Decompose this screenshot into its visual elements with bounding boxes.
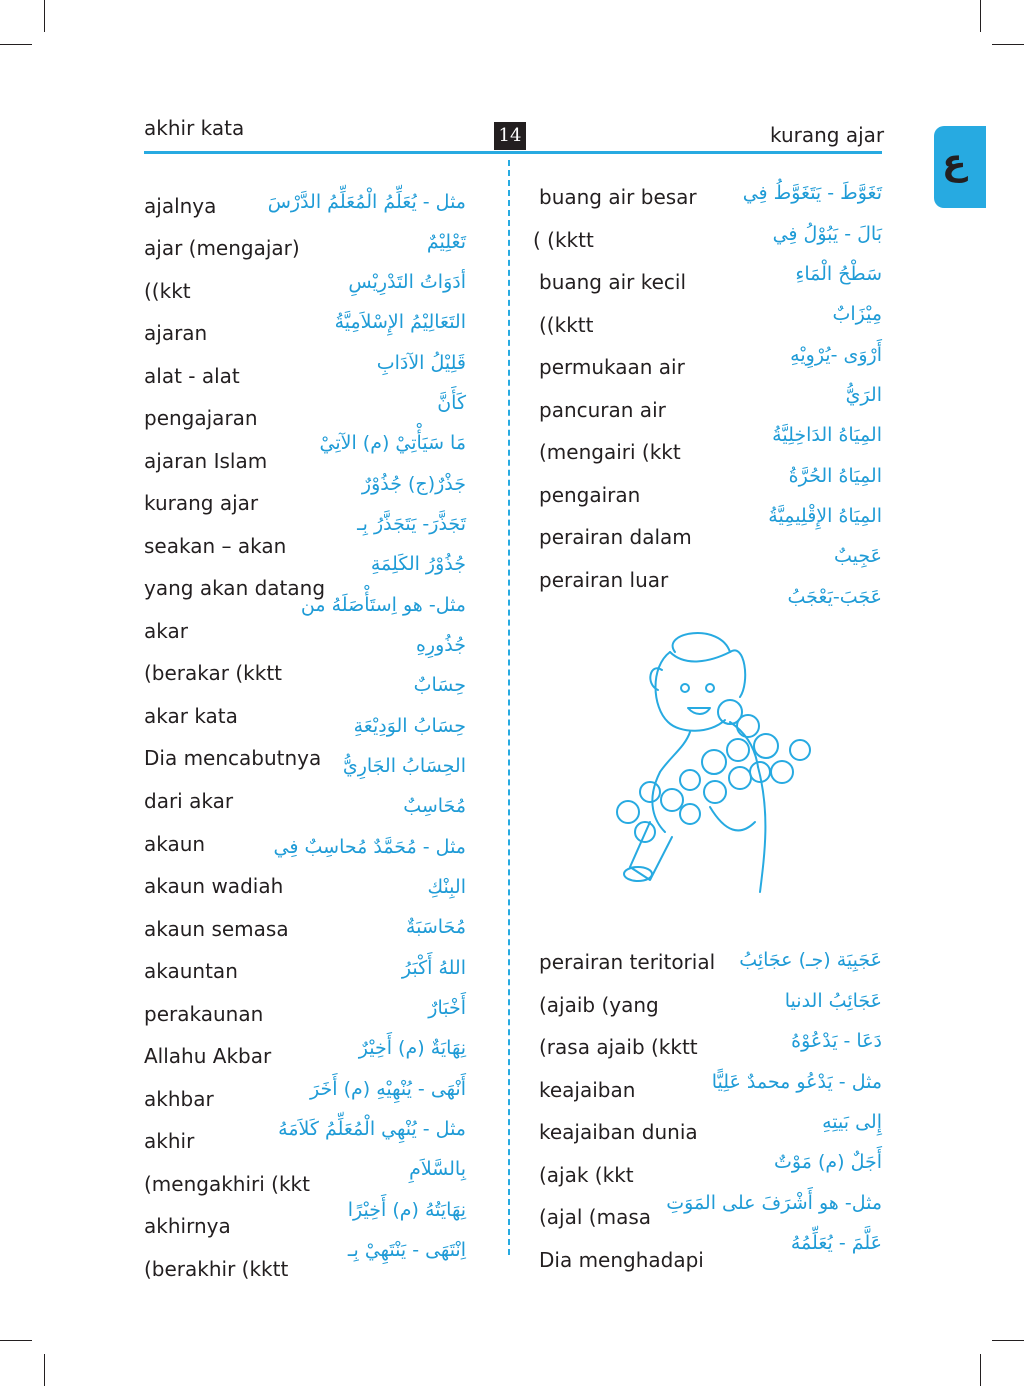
arabic-entry: جَذْرٌ(ج) جُذُوْرٌ	[361, 473, 466, 495]
arabic-entry: أَخْبَارٌ	[428, 997, 466, 1019]
list-item: dari akar	[144, 789, 234, 813]
arabic-entry: المِيَاهُ الدَاخِلِيَّةُ	[772, 424, 882, 446]
crop-mark	[0, 1340, 32, 1341]
arabic-entry: مثل - يَدْعُو محمدٌ عَلِيًّا	[711, 1071, 882, 1093]
list-item: akhir	[144, 1129, 195, 1153]
list-item: ajalnya	[144, 194, 217, 218]
list-item: akaun semasa	[144, 917, 289, 941]
arabic-entry: بَالَ - يَبُوْلُ فِي	[772, 223, 882, 245]
list-item: akar kata	[144, 704, 238, 728]
list-item: kurang ajar	[144, 491, 259, 515]
list-item: (ajal (masa	[539, 1205, 652, 1229]
list-item: ( (kktt	[533, 228, 594, 252]
arabic-entry: عَجَبِيَة (جـ) عجَائِبُ	[739, 949, 882, 971]
arabic-entry: دَعَا - يَدْعُوْهُ	[791, 1030, 882, 1052]
arabic-entry: حِسَابٌ	[413, 674, 466, 696]
arabic-entry: عَجَائِبُ الدنيا	[784, 990, 882, 1012]
arabic-entry: نِهَايَتُهُ (م) أَخِيْرًا	[347, 1199, 466, 1221]
arabic-entry: تَغَوَّطَ - يَتَغَوَّطُ فِي	[742, 182, 882, 204]
list-item: perakaunan	[144, 1002, 264, 1026]
list-item: pengajaran	[144, 406, 258, 430]
arabic-entry: مِيْزَابٌ	[832, 303, 882, 325]
list-item: ajaran Islam	[144, 449, 268, 473]
list-item: akaun wadiah	[144, 874, 284, 898]
list-item: perairan dalam	[539, 525, 692, 549]
tab-letter: ﻉ	[942, 142, 967, 183]
list-item: (berakhir (kktt	[144, 1257, 289, 1281]
arabic-entry: أَجَلٌ (م) مَوْتٌ	[774, 1151, 882, 1173]
list-item: keajaiban dunia	[539, 1120, 698, 1144]
list-item: Allahu Akbar	[144, 1044, 272, 1068]
arabic-entry: إِلى بَيتِهِ	[822, 1111, 882, 1133]
arabic-entry: تَجَذَّرَ- يَتَجَذَّرُ بِـ	[357, 513, 466, 535]
crop-mark	[980, 1354, 981, 1386]
list-item: akaun	[144, 832, 206, 856]
arabic-entry: أدَوَاتُ التَدْرِيْسِ	[348, 271, 466, 293]
arabic-entry: مثل- هو أَشْرَفَ على المَوَتِ	[666, 1192, 882, 1214]
arabic-entry: بِالسَّلاَمِ	[409, 1158, 466, 1180]
list-item: (ajak (kkt	[539, 1163, 634, 1187]
arabic-entry: جُذُوْرُ الكَلِمَةِ	[370, 553, 466, 575]
thumb-index-tab[interactable]	[934, 126, 986, 208]
list-item: alat - alat	[144, 364, 240, 388]
header-rule	[144, 151, 882, 154]
list-item: buang air kecil	[539, 270, 687, 294]
arabic-entry: أَرْوَى -يُرْوِيْهِ	[790, 344, 882, 366]
list-item: permukaan air	[539, 355, 685, 379]
crop-mark	[44, 0, 45, 32]
crop-mark	[992, 44, 1024, 45]
arabic-entry: مثل - يُنْهِي الْمُعَلِّمُ كَلاَمَهُ	[278, 1118, 466, 1140]
column-divider	[508, 160, 510, 1255]
arabic-entry: جُذُورِهِ	[415, 634, 466, 656]
arabic-entry: مَا سَيَأْتِيْ (م) الآتِيْ	[319, 432, 466, 454]
list-item: (ajaib (yang	[539, 993, 659, 1017]
arabic-entry: اِنْتَهَى - يَنْتَهِيْ بِـ	[347, 1239, 466, 1261]
arabic-entry: التَعَالِيْمُ الإِسْلاَمِيَّةُ	[334, 311, 466, 333]
crop-mark	[992, 1340, 1024, 1341]
list-item: perairan luar	[539, 568, 669, 592]
arabic-entry: عَجِيبٌ	[834, 545, 882, 567]
arabic-entry: حِسَابُ الوَدِيْعَةِ	[353, 715, 466, 737]
crop-mark	[0, 44, 32, 45]
list-item: buang air besar	[539, 185, 697, 209]
page-number: 14	[494, 122, 526, 150]
arabic-entry: قَلِيْلُ الآدَابِ	[376, 352, 466, 374]
list-item: (berakar (kktt	[144, 661, 282, 685]
list-item: keajaiban	[539, 1078, 636, 1102]
list-item: (mengakhiri (kkt	[144, 1172, 310, 1196]
list-item: (rasa ajaib (kktt	[539, 1035, 698, 1059]
arabic-entry: عَجَبَ-يَعْجَبُ	[787, 586, 882, 608]
list-item: akhbar	[144, 1087, 214, 1111]
list-item: Dia mencabutnya	[144, 746, 322, 770]
arabic-entry: الرَيُّ	[845, 384, 882, 406]
girl-with-flowers-illustration	[590, 622, 830, 902]
arabic-entry: مثل - مُحَمَّدٌ مُحاسِبٌ فِي	[273, 836, 466, 858]
arabic-entry: عَلَّمَ - يُعَلِّمُهُ	[790, 1232, 882, 1254]
list-item: (mengairi (kkt	[539, 440, 681, 464]
list-item: seakan – akan	[144, 534, 287, 558]
crop-mark	[980, 0, 981, 32]
list-item: ((kkt	[144, 279, 191, 303]
list-item: yang akan datang	[144, 576, 326, 600]
arabic-entry: مثل - يُعَلِّمُ الْمُعَلِّمُ الدَّرْسَ	[267, 191, 466, 213]
arabic-entry: أَنْهَى - يُنْهِيْهِ (م) أَخَرَ	[310, 1078, 466, 1100]
arabic-entry: كَأَنَّ	[437, 392, 466, 414]
arabic-entry: تَعْلِيْمٌ	[426, 231, 466, 253]
arabic-entry: الحِسَابُ الجَارِيُّ	[342, 755, 466, 777]
list-item: Dia menghadapi	[539, 1248, 704, 1272]
arabic-entry: البِنْكِ	[427, 876, 466, 898]
running-head-left: akhir kata	[144, 116, 245, 140]
arabic-entry: مُحَاسِبٌ	[403, 795, 466, 817]
list-item: pengairan	[539, 483, 641, 507]
list-item: ajar (mengajar)	[144, 236, 300, 260]
list-item: perairan teritorial	[539, 950, 716, 974]
arabic-entry: نِهَايَةٌ (م) أَخِيْرٌ	[358, 1037, 466, 1059]
arabic-entry: مُحَاسَبَةٌ	[405, 916, 466, 938]
arabic-entry: سَطْحُ الْمَاءِ	[795, 263, 882, 285]
running-head-right: kurang ajar	[770, 123, 885, 147]
arabic-entry: المِيَاهُ الحُرَّةُ	[788, 465, 882, 487]
list-item: akhirnya	[144, 1214, 231, 1238]
list-item: pancuran air	[539, 398, 666, 422]
arabic-entry: مثل- هو اِستَأْصَلَهُ من	[300, 594, 466, 616]
list-item: akauntan	[144, 959, 238, 983]
arabic-entry: المِيَاهُ الإِقْلِيمِيَّةُ	[768, 505, 882, 527]
arabic-entry: اللهُ أَكْبَرُ	[401, 957, 466, 979]
crop-mark	[44, 1354, 45, 1386]
list-item: ((kktt	[539, 313, 594, 337]
list-item: ajaran	[144, 321, 208, 345]
list-item: akar	[144, 619, 188, 643]
